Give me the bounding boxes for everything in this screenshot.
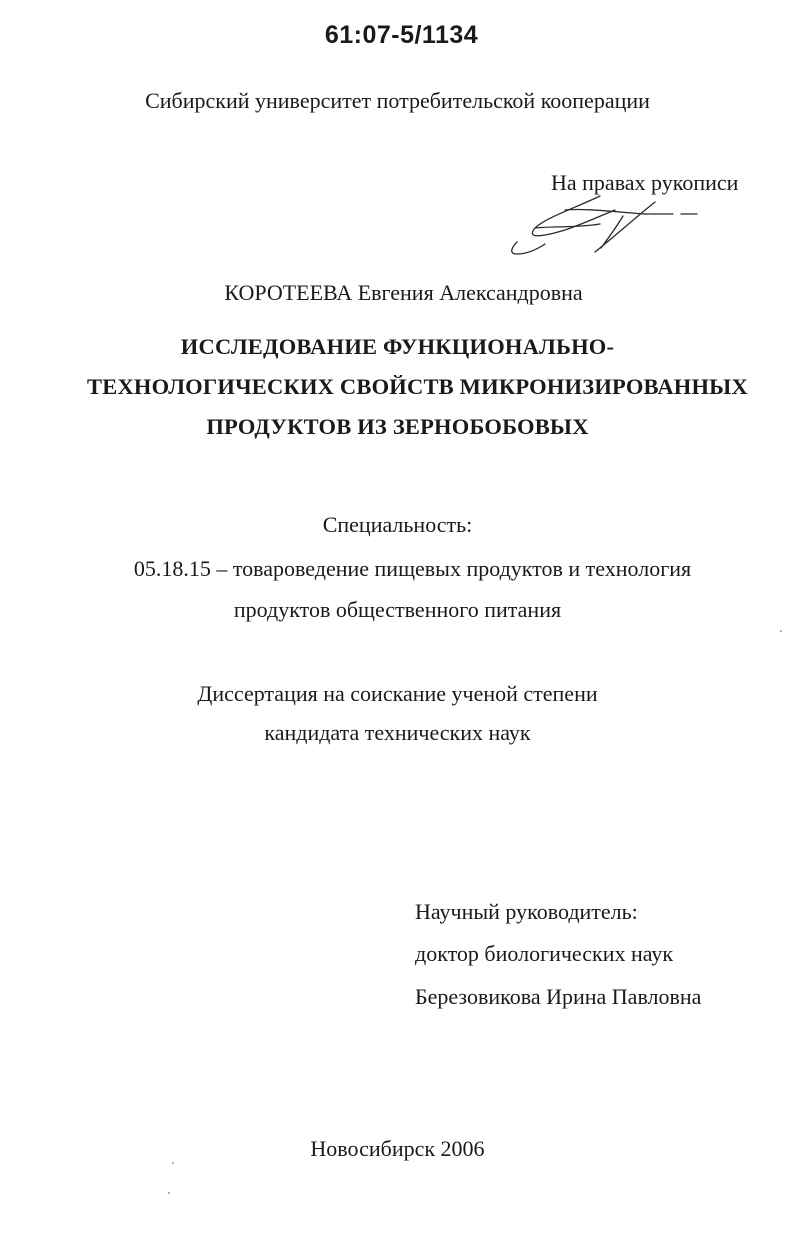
scan-speck — [780, 630, 782, 632]
thesis-title-line-2: ТЕХНОЛОГИЧЕСКИХ СВОЙСТВ МИКРОНИЗИРОВАННЫХ — [87, 374, 748, 399]
specialty-label: Специальность: — [322, 512, 473, 537]
manuscript-note: На правах рукописи — [551, 170, 739, 195]
thesis-title-line-1: ИССЛЕДОВАНИЕ ФУНКЦИОНАЛЬНО- — [180, 334, 615, 359]
scan-speck — [172, 1162, 174, 1164]
degree-line-2: кандидата технических наук — [264, 720, 531, 745]
author-name: КОРОТЕЕВА Евгения Александровна — [224, 280, 583, 305]
supervisor-label: Научный руководитель: — [415, 899, 638, 924]
city-year: Новосибирск 2006 — [310, 1136, 485, 1161]
scan-speck — [168, 1192, 170, 1194]
degree-line-1: Диссертация на соискание ученой степени — [197, 681, 598, 706]
supervisor-name: Березовикова Ирина Павловна — [415, 984, 702, 1009]
supervisor-degree: доктор биологических наук — [415, 941, 674, 966]
university-name: Сибирский университет потребительской кооперации — [145, 88, 650, 113]
registry-code: 61:07-5/1134 — [324, 21, 479, 49]
author-signature — [505, 188, 705, 263]
thesis-title-line-3: ПРОДУКТОВ ИЗ ЗЕРНОБОБОВЫХ — [206, 414, 589, 439]
specialty-line-1: 05.18.15 – товароведение пищевых продуктов и технология — [133, 556, 692, 581]
specialty-line-2: продуктов общественного питания — [233, 597, 562, 622]
